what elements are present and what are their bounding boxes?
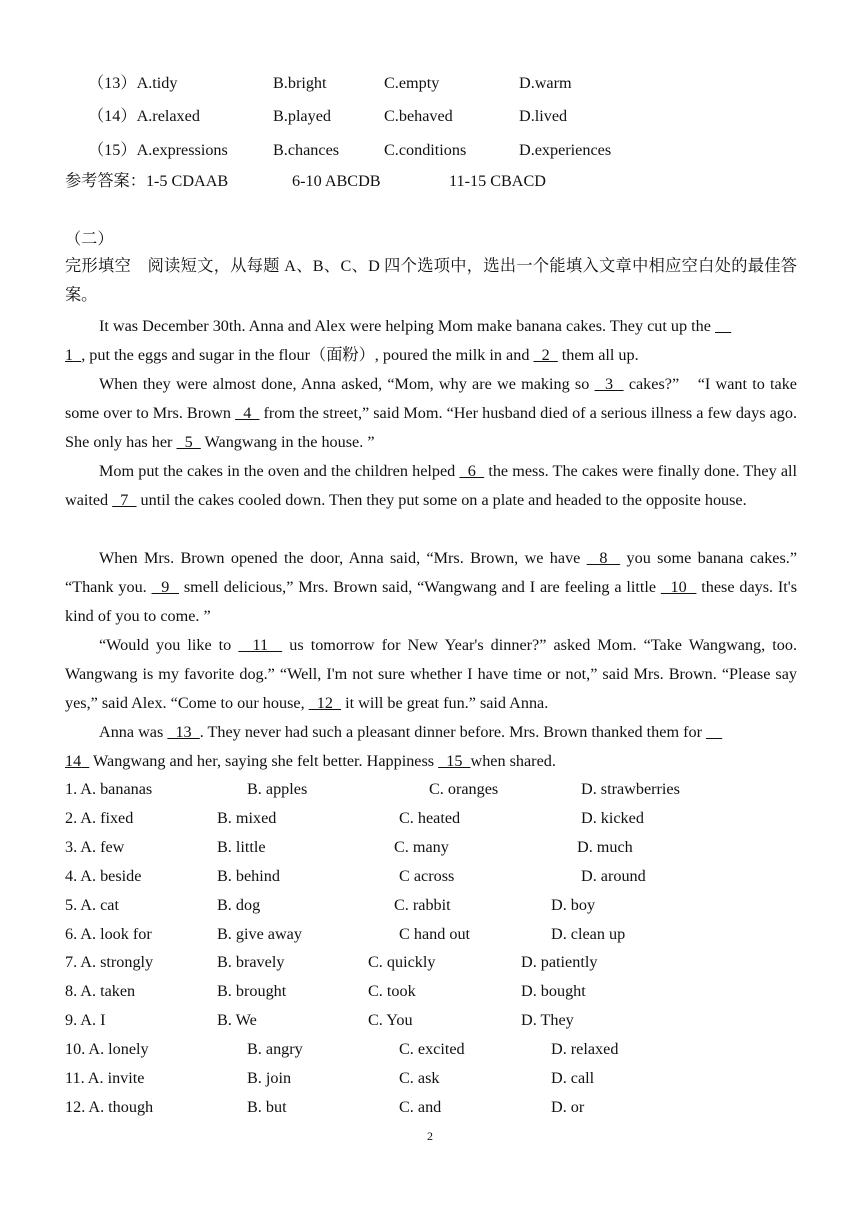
answer-key: [65, 171, 228, 191]
question-number: （13）: [88, 74, 137, 92]
option-b: B. apples: [247, 780, 308, 798]
option-c: C hand out: [399, 924, 471, 943]
option-d: D. bought: [521, 982, 586, 1001]
blank-3: 3: [594, 375, 624, 393]
passage-paragraph-2: When they were almost done, Anna asked, “Mom, why are we making so 3 cakes?” “I want to take some over to Mrs. Brown 4 from the street,” said Mom. “Her husband died of a serious illness a few days ago. She only has her 5 Wangwang in the house. ”: [65, 375, 798, 451]
blank-4: 4: [235, 404, 260, 422]
section-number: （二）: [65, 230, 114, 248]
passage-paragraph-6: Anna was 13 . They never had such a pleasant dinner before. Mrs. Brown thanked them for 14 Wangwang and her, saying she felt better. Happiness 15 when shared.: [65, 718, 797, 776]
option-b: B. join: [247, 1069, 292, 1087]
option-c: C. took: [368, 982, 416, 1001]
option-a: 5. A. cat: [65, 895, 119, 914]
option-d: D.warm: [519, 74, 572, 92]
option-b: B. brought: [217, 982, 287, 1001]
option-c: C. You: [368, 1011, 413, 1030]
blank-1: 1: [65, 346, 74, 364]
option-b: B. but: [247, 1097, 287, 1116]
option-b: B.played: [273, 107, 331, 125]
prev-option-13: [88, 73, 177, 93]
passage-paragraph-4: When Mrs. Brown opened the door, Anna said, “Mrs. Brown, we have 8 you some banana cakes.” “Thank you. 9 smell delicious,” Mrs. Brown said, “Wangwang and I are feeling a little 10 these days. It's kind of you to come. ”: [65, 549, 798, 625]
option-a: 10. A. lonely: [65, 1040, 149, 1059]
option-a: 3. A. few: [65, 837, 125, 856]
option-a: 6. A. look for: [65, 924, 152, 943]
option-c: C. rabbit: [394, 895, 451, 914]
blank-12: 12: [308, 694, 342, 712]
option-d: D. clean up: [551, 924, 626, 943]
blank-8: 8: [586, 549, 621, 567]
option-c: C. quickly: [368, 953, 436, 972]
option-c: C.conditions: [384, 141, 467, 159]
option-a: 9. A. I: [65, 1011, 106, 1030]
blank-7: 7: [112, 491, 137, 509]
blank-11: 11: [238, 636, 283, 654]
option-b: B. angry: [247, 1040, 303, 1059]
blank-15: 15: [438, 752, 471, 770]
page-number: 2: [427, 1129, 433, 1143]
prev-option-14: [88, 106, 200, 126]
option-d: D. patiently: [521, 953, 598, 972]
blank-9: 9: [151, 578, 179, 596]
option-a: A.tidy: [136, 74, 178, 92]
option-b: B. little: [217, 837, 266, 856]
option-a: A.relaxed: [136, 107, 200, 125]
option-a: 8. A. taken: [65, 982, 136, 1001]
prev-option-15: [88, 140, 228, 160]
question-number: （15）: [88, 141, 137, 159]
option-a: 11. A. invite: [65, 1069, 145, 1087]
option-b: B. We: [217, 1011, 257, 1030]
option-a: 12. A. though: [65, 1097, 154, 1116]
option-d: D. kicked: [581, 808, 644, 827]
option-c: C. and: [399, 1097, 442, 1116]
section-instruction: 完形填空 阅读短文，从每题 A、B、C、D 四个选项中，选出一个能填入文章中相应空白处的最佳答案。: [65, 257, 797, 304]
option-c: C. many: [394, 837, 449, 856]
answer-group-3: 11-15 CBACD: [449, 172, 546, 190]
option-a: A.expressions: [136, 141, 228, 159]
answer-group-1: 1-5 CDAAB: [145, 172, 229, 190]
option-a: 1. A. bananas: [65, 780, 153, 798]
blank-1-lead: [715, 317, 731, 335]
option-c: C across: [399, 866, 455, 885]
option-d: D. They: [521, 1011, 574, 1030]
option-b: B. dog: [217, 895, 261, 914]
option-d: D. or: [551, 1097, 585, 1116]
passage-paragraph-1: It was December 30th. Anna and Alex were helping Mom make banana cakes. They cut up the 1 , put the eggs and sugar in the flour（面粉）, poured the milk in and 2 them all up.: [65, 312, 797, 370]
option-d: D.lived: [519, 107, 568, 125]
answer-key-label: 参考答案：: [65, 172, 146, 190]
option-b: B. give away: [217, 924, 302, 943]
option-d: D.experiences: [519, 141, 612, 159]
option-a: 2. A. fixed: [65, 808, 134, 827]
question-number: （14）: [88, 107, 137, 125]
answer-group-2: 6-10 ABCDB: [292, 172, 381, 190]
option-d: D. relaxed: [551, 1040, 619, 1059]
passage-paragraph-5: “Would you like to 11 us tomorrow for New Year's dinner?” asked Mom. “Take Wangwang, too. Wangwang is my favorite dog.” “Well, I'm not sure whether I have time or not,” said Mrs. Brown. “Please say yes,” said Alex. “Come to our house, 12 it will be great fun.” said Anna.: [65, 636, 797, 712]
option-b: B. bravely: [217, 953, 285, 972]
blank-14: 14: [65, 752, 82, 770]
option-d: D. boy: [551, 895, 596, 914]
option-c: C.empty: [384, 74, 440, 92]
option-d: D. much: [577, 837, 633, 856]
option-a: 7. A. strongly: [65, 953, 154, 972]
option-d: D. strawberries: [581, 780, 680, 798]
blank-14-lead: [706, 723, 722, 741]
passage-paragraph-3: Mom put the cakes in the oven and the children helped 6 the mess. The cakes were finally done. They all waited 7 until the cakes cooled down. Then they put some on a plate and headed to the opposite house.: [65, 462, 798, 509]
option-a: 4. A. beside: [65, 866, 142, 885]
blank-2: 2: [533, 346, 558, 364]
option-c: C. oranges: [429, 780, 499, 798]
option-b: B. behind: [217, 866, 280, 885]
option-b: B.bright: [273, 74, 327, 92]
option-d: D. call: [551, 1069, 595, 1087]
option-c: C. excited: [399, 1040, 465, 1059]
option-d: D. around: [581, 866, 646, 885]
option-b: B.chances: [273, 141, 340, 159]
blank-10: 10: [660, 578, 697, 596]
blank-13: 13: [167, 723, 200, 741]
option-c: C. ask: [399, 1069, 440, 1087]
option-c: C.behaved: [384, 107, 453, 125]
option-b: B. mixed: [217, 808, 277, 827]
blank-6: 6: [459, 462, 485, 480]
blank-5: 5: [176, 433, 201, 451]
option-c: C. heated: [399, 808, 461, 827]
